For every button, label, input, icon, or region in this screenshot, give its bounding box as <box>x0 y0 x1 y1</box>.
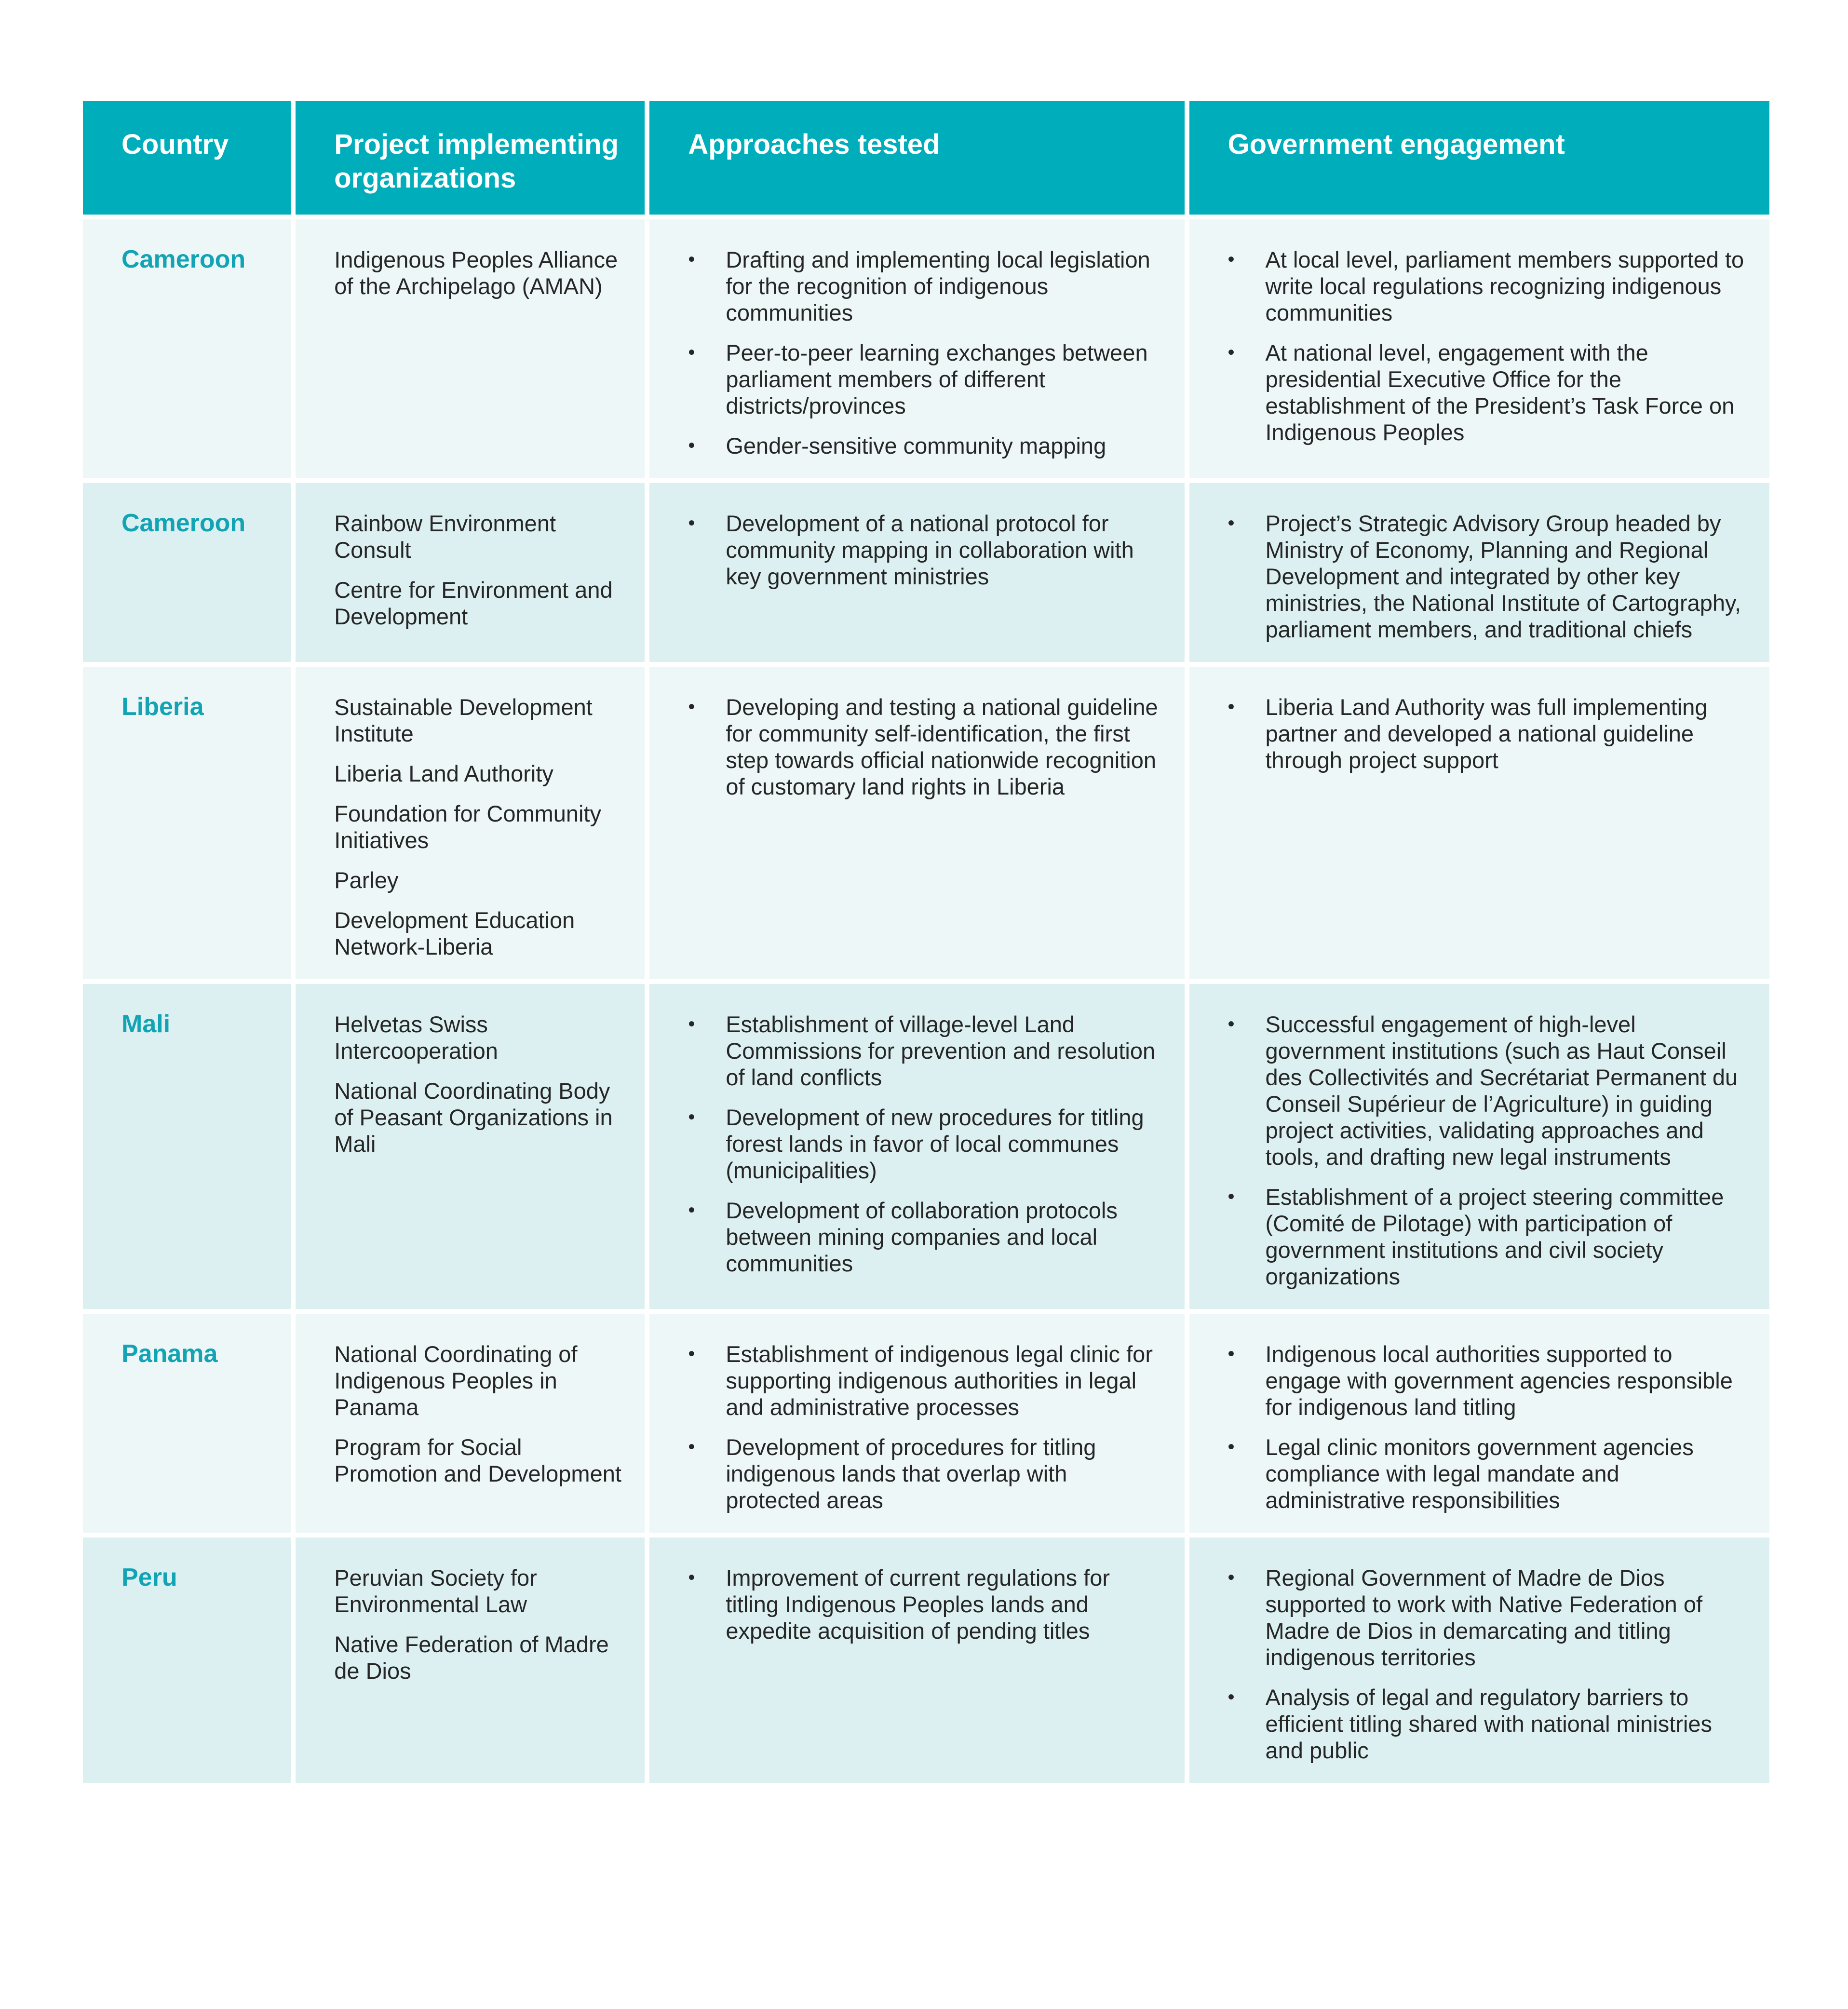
organizations-cell <box>296 219 645 478</box>
country-cell: Cameroon <box>83 483 291 662</box>
table-body <box>83 219 1769 1783</box>
table-row <box>83 483 1769 662</box>
approaches-list <box>688 1564 1165 1644</box>
approaches-list <box>688 1011 1165 1277</box>
engagement-item: • Indigenous local authorities supported to engage with government agencies responsible for indigenous land titling <box>1228 1341 1751 1420</box>
engagement-cell <box>1189 1537 1770 1783</box>
engagement-item: • Liberia Land Authority was full implementing partner and developed a national guideline through project support <box>1228 694 1751 773</box>
organization-name: National Coordinating of Indigenous Peoples in Panama <box>334 1341 578 1420</box>
header-approaches: Approaches tested <box>649 101 1184 215</box>
table-row <box>83 1314 1769 1533</box>
organization-name: Development Education Network-Liberia <box>334 907 575 959</box>
organizations-cell <box>296 667 645 979</box>
organization-name: Native Federation of Madre de Dios <box>334 1631 609 1684</box>
engagement-item: • At national level, engagement with the presidential Executive Office for the establishment of the President’s Task Force on Indigenous Peoples <box>1228 339 1751 445</box>
header-organizations: Project implementing organizations <box>296 101 645 215</box>
engagement-item: • Successful engagement of high-level government institutions (such as Haut Conseil des Collectivités and Secrétariat Permanent du Conseil Supérieur de l’Agriculture) in guiding project activities, validating approaches and tools, and drafting new legal instruments <box>1228 1011 1751 1170</box>
engagement-item: • Regional Government of Madre de Dios supported to work with Native Federation of Madre de Dios in demarcating and titling indigenous territories <box>1228 1564 1751 1671</box>
approaches-cell <box>649 1314 1184 1533</box>
header-country: Country <box>83 101 291 215</box>
country-cell: Peru <box>83 1537 291 1783</box>
organization-name: Helvetas Swiss Intercooperation <box>334 1011 498 1064</box>
approaches-list <box>688 1341 1165 1513</box>
organization-name: Centre for Environment and Development <box>334 577 613 629</box>
approaches-cell <box>649 667 1184 979</box>
approaches-cell <box>649 219 1184 478</box>
approach-item: • Development of a national protocol for community mapping in collaboration with key government ministries <box>688 510 1165 590</box>
table-header-row <box>83 101 1769 215</box>
country-cell: Panama <box>83 1314 291 1533</box>
approach-item: • Development of procedures for titling indigenous lands that overlap with protected areas <box>688 1434 1165 1513</box>
engagement-list <box>1228 1564 1751 1764</box>
engagement-list <box>1228 1011 1751 1290</box>
organization-name: National Coordinating Body of Peasant Organizations in Mali <box>334 1078 613 1157</box>
approach-item: • Gender-sensitive community mapping <box>688 432 1165 459</box>
organization-name: Liberia Land Authority <box>334 761 553 786</box>
approaches-cell <box>649 483 1184 662</box>
approach-item: • Development of collaboration protocols between mining companies and local communities <box>688 1197 1165 1277</box>
table-row <box>83 667 1769 979</box>
engagement-cell <box>1189 667 1770 979</box>
engagement-cell <box>1189 219 1770 478</box>
engagement-item: • Establishment of a project steering committee (Comité de Pilotage) with participation of government institutions and civil society organizations <box>1228 1184 1751 1290</box>
engagement-item: • Project’s Strategic Advisory Group headed by Ministry of Economy, Planning and Regional Development and integrated by other key ministries, the National Institute of Cartography, parliament members, and traditional chiefs <box>1228 510 1751 643</box>
engagement-cell <box>1189 984 1770 1309</box>
organizations-cell <box>296 483 645 662</box>
engagement-item: • Legal clinic monitors government agencies compliance with legal mandate and administrative responsibilities <box>1228 1434 1751 1513</box>
approach-item: • Establishment of village-level Land Commissions for prevention and resolution of land conflicts <box>688 1011 1165 1091</box>
country-cell: Mali <box>83 984 291 1309</box>
country-cell: Cameroon <box>83 219 291 478</box>
engagement-cell <box>1189 1314 1770 1533</box>
organization-name: Program for Social Promotion and Development <box>334 1434 621 1486</box>
engagement-cell <box>1189 483 1770 662</box>
approach-item: • Improvement of current regulations for titling Indigenous Peoples lands and expedite acquisition of pending titles <box>688 1564 1165 1644</box>
approach-item: • Developing and testing a national guideline for community self-identification, the first step towards official nationwide recognition of customary land rights in Liberia <box>688 694 1165 800</box>
table-row <box>83 984 1769 1309</box>
table-row <box>83 219 1769 478</box>
organization-name: Foundation for Community Initiatives <box>334 801 602 853</box>
approaches-cell <box>649 984 1184 1309</box>
engagement-list <box>1228 1341 1751 1513</box>
projects-table-container <box>83 101 1769 1783</box>
approach-item: • Development of new procedures for titling forest lands in favor of local communes (municipalities) <box>688 1104 1165 1184</box>
organization-name: Indigenous Peoples Alliance of the Archipelago (AMAN) <box>334 247 618 299</box>
approaches-cell <box>649 1537 1184 1783</box>
country-cell: Liberia <box>83 667 291 979</box>
organization-name: Peruvian Society for Environmental Law <box>334 1565 537 1617</box>
table-row <box>83 1537 1769 1783</box>
header-engagement: Government engagement <box>1189 101 1770 215</box>
approach-item: • Drafting and implementing local legislation for the recognition of indigenous communities <box>688 246 1165 326</box>
engagement-list <box>1228 246 1751 445</box>
organization-name: Sustainable Development Institute <box>334 694 593 746</box>
engagement-list <box>1228 694 1751 773</box>
organizations-cell <box>296 1537 645 1783</box>
engagement-item: • Analysis of legal and regulatory barriers to efficient titling shared with national ministries and public <box>1228 1684 1751 1764</box>
organizations-cell <box>296 984 645 1309</box>
engagement-list <box>1228 510 1751 643</box>
approaches-list <box>688 694 1165 800</box>
projects-table <box>78 96 1774 1788</box>
approaches-list <box>688 510 1165 590</box>
organization-name: Parley <box>334 867 399 893</box>
approach-item: • Peer-to-peer learning exchanges between parliament members of different districts/provinces <box>688 339 1165 419</box>
organizations-cell <box>296 1314 645 1533</box>
engagement-item: • At local level, parliament members supported to write local regulations recognizing indigenous communities <box>1228 246 1751 326</box>
organization-name: Rainbow Environment Consult <box>334 511 556 563</box>
approach-item: • Establishment of indigenous legal clinic for supporting indigenous authorities in legal and administrative processes <box>688 1341 1165 1420</box>
approaches-list <box>688 246 1165 459</box>
